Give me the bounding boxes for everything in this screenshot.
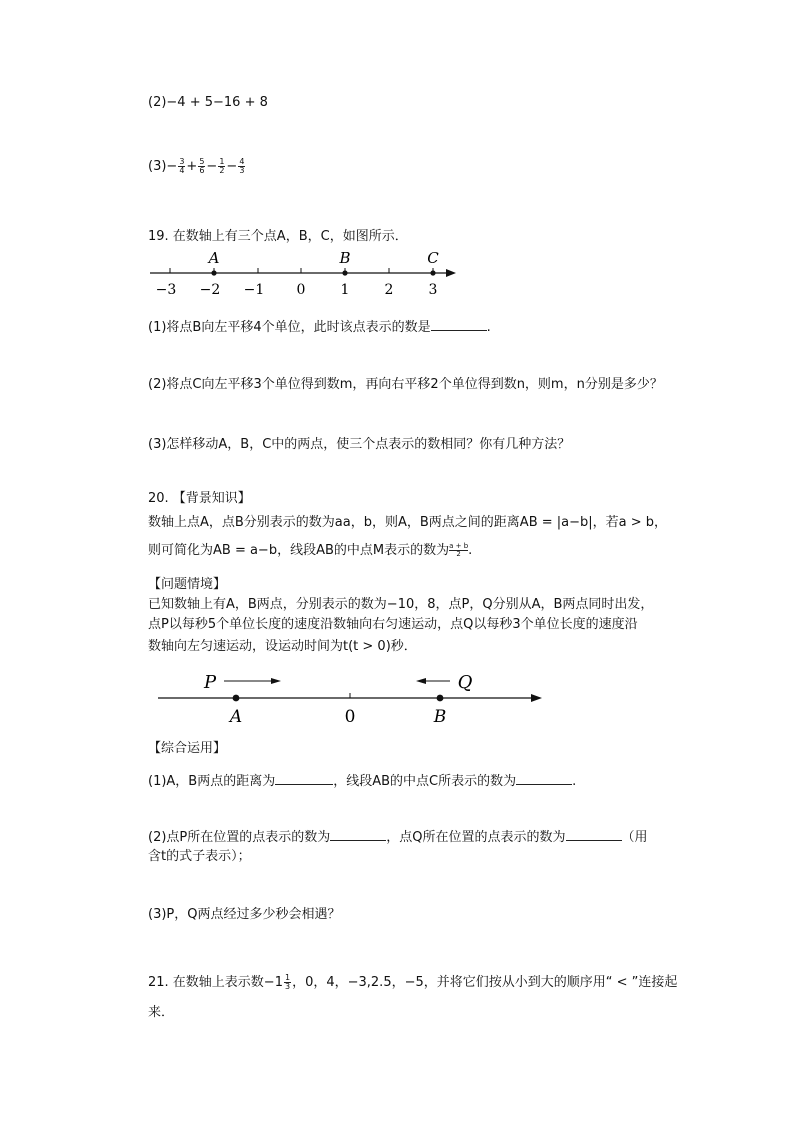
point-c-dot <box>430 270 435 275</box>
point-a-dot <box>211 270 216 275</box>
tick-label: 0 <box>296 282 306 298</box>
q20-situation-line1: 已知数轴上有A，B两点，分别表示的数为−10，8，点P，Q分别从A，B两点同时出发， <box>148 597 654 612</box>
arrow-right-icon <box>271 678 281 684</box>
fraction: $\frac{4}{3}$ <box>239 157 245 175</box>
fraction: $\frac{3}{4}$ <box>179 157 185 175</box>
q20-number-line <box>150 664 550 728</box>
q19-part1: (1)将点B向左平移4个单位，此时该点表示的数是 . <box>148 320 491 335</box>
tick-label: 2 <box>384 282 394 298</box>
point-b-dot <box>437 695 444 702</box>
q20-part2-line2: 含t的式子表示）； <box>148 849 251 864</box>
q19-part2: (2)将点C向左平移3个单位得到数m，再向右平移2个单位得到数n，则m，n分别是多少？ <box>148 377 663 392</box>
fraction: $\frac{1}{2}$ <box>219 157 225 175</box>
answer-blank[interactable] <box>566 828 622 841</box>
q20-situation-line2: 点P以每秒5个单位长度的速度沿数轴向右匀速运动，点Q以每秒3个单位长度的速度沿 <box>148 617 638 632</box>
q21-line1: 21. 在数轴上表示数−1 $\frac{1}{3}$ ，0，4，−3,2.5，−5，并将它们按从小到大的顺序用“ < ”连接起 <box>148 973 678 991</box>
answer-blank[interactable] <box>330 828 386 841</box>
label-c: C <box>427 249 439 267</box>
tick-label: −3 <box>155 282 177 298</box>
q20-situation-line3: 数轴向左匀速运动，设运动时间为t(t > 0)秒． <box>148 639 417 654</box>
q20-background-line2: 则可简化为AB = a−b，线段AB的中点M表示的数为 $\frac{a + b}{2}$. <box>148 542 473 558</box>
arrow-left-icon <box>416 678 426 684</box>
tick-label: 3 <box>428 282 438 298</box>
q18-part3: (3)− $\frac{3}{4}$ + $\frac{5}{6}$ − $\frac{1}{2}$ − $\frac{4}{3}$ <box>148 157 245 175</box>
label-b: B <box>433 707 447 727</box>
answer-blank[interactable] <box>275 772 333 785</box>
label-zero: 0 <box>344 707 356 727</box>
q19-number-line <box>146 248 462 300</box>
q20-background-line1: 数轴上点A，点B分别表示的数为aa，b，则A，B两点之间的距离AB = |a−b|，若a > b， <box>148 515 668 530</box>
label-q: Q <box>457 672 473 693</box>
tick-label: 1 <box>340 282 350 298</box>
q20-heading: 20. 【背景知识】 <box>148 491 251 506</box>
q20-apply-heading: 【综合运用】 <box>148 741 227 756</box>
q20-part2: (2)点P所在位置的点表示的数为 ，点Q所在位置的点表示的数为 （用 <box>148 830 648 845</box>
point-b-dot <box>342 270 347 275</box>
answer-blank[interactable] <box>516 772 572 785</box>
q20-part3: (3)P，Q两点经过多少秒会相遇？ <box>148 907 341 922</box>
label-p: P <box>203 672 217 693</box>
label-a: A <box>208 249 220 267</box>
fraction: $\frac{a + b}{2}$ <box>449 542 469 558</box>
tick-label: −2 <box>199 282 221 298</box>
label-b: B <box>339 249 351 267</box>
answer-blank[interactable] <box>431 318 487 331</box>
q21-line2: 来． <box>148 1005 175 1020</box>
fraction: $\frac{1}{3}$ <box>284 973 291 991</box>
q19-stem: 19. 在数轴上有三个点A，B，C，如图所示． <box>148 229 408 244</box>
q20-situation-heading: 【问题情境】 <box>148 577 227 592</box>
tick-label: −1 <box>243 282 265 298</box>
fraction: $\frac{5}{6}$ <box>199 157 205 175</box>
q20-part1: (1)A，B两点的距离为 ，线段AB的中点C所表示的数为 . <box>148 774 577 789</box>
label-a: A <box>229 707 243 727</box>
q18-part2: (2)−4 + 5−16 + 8 <box>148 95 268 110</box>
q19-part3: (3)怎样移动A，B，C中的两点，使三个点表示的数相同？你有几种方法？ <box>148 437 571 452</box>
point-a-dot <box>233 695 240 702</box>
